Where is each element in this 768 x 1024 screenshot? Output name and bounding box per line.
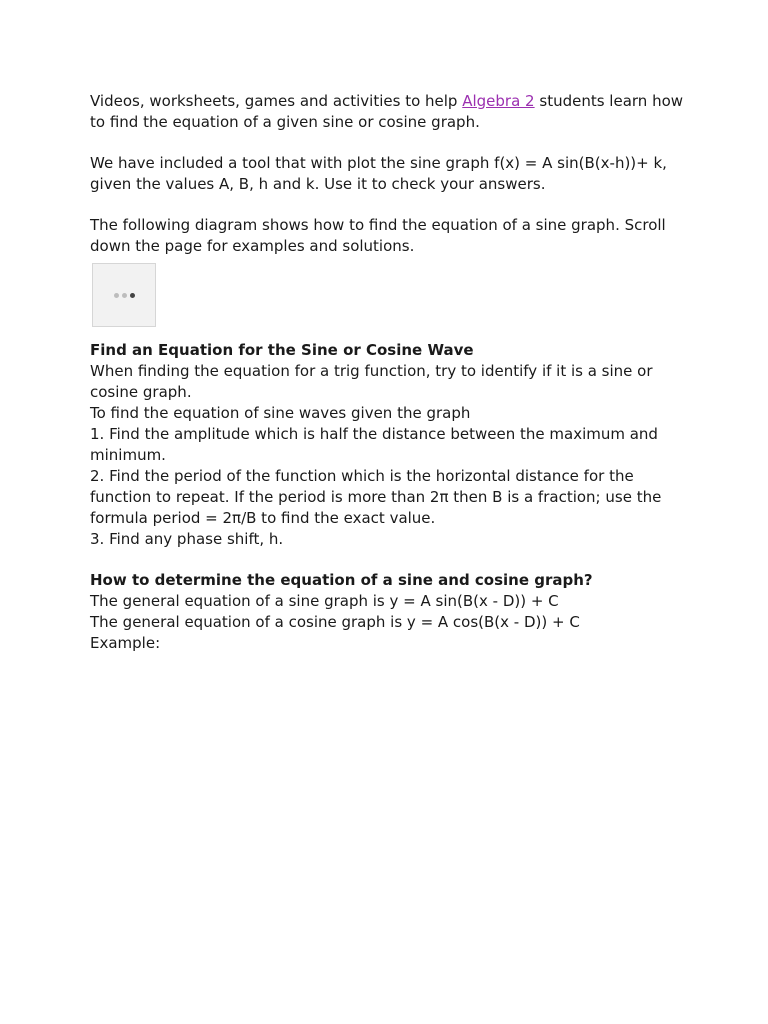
section-line: To find the equation of sine waves given the graph xyxy=(90,404,471,422)
intro-paragraph xyxy=(90,91,690,133)
section-heading: How to determine the equation of a sine and cosine graph? xyxy=(90,571,593,589)
diagram-note-paragraph: The following diagram shows how to find the equation of a sine graph. Scroll down the page for examples and solutions. xyxy=(90,216,666,255)
section-line: 1. Find the amplitude which is half the distance between the maximum and minimum. xyxy=(90,425,658,464)
loading-dot-active-icon xyxy=(130,293,135,298)
article-content xyxy=(90,91,690,674)
section-line: 2. Find the period of the function which is the horizontal distance for the function to repeat. If the period is more than 2π then B is a fraction; use the formula period = 2π/B to find the exact value. xyxy=(90,467,662,527)
section-line: The general equation of a cosine graph is y = A cos(B(x - D)) + C xyxy=(90,613,580,631)
section-heading: Find an Equation for the Sine or Cosine Wave xyxy=(90,341,474,359)
tool-note-paragraph: We have included a tool that with plot the sine graph f(x) = A sin(B(x-h))+ k, given the values A, B, h and k. Use it to check your answers. xyxy=(90,154,667,193)
section-line: 3. Find any phase shift, h. xyxy=(90,530,284,548)
loading-dot-icon xyxy=(122,293,127,298)
section-find-equation xyxy=(90,340,690,550)
section-determine-equation xyxy=(90,570,690,654)
algebra-2-link[interactable]: Algebra 2 xyxy=(462,92,535,110)
diagram-loading-placeholder xyxy=(92,263,156,327)
section-line: When finding the equation for a trig function, try to identify if it is a sine or cosine graph. xyxy=(90,362,653,401)
intro-text-before: Videos, worksheets, games and activities to help xyxy=(90,92,463,110)
intro-text-after: students learn how to find the equation of a given sine or cosine graph. xyxy=(90,92,684,131)
loading-dot-icon xyxy=(114,293,119,298)
section-line: Example: xyxy=(90,634,161,652)
section-line: The general equation of a sine graph is y = A sin(B(x - D)) + C xyxy=(90,592,559,610)
